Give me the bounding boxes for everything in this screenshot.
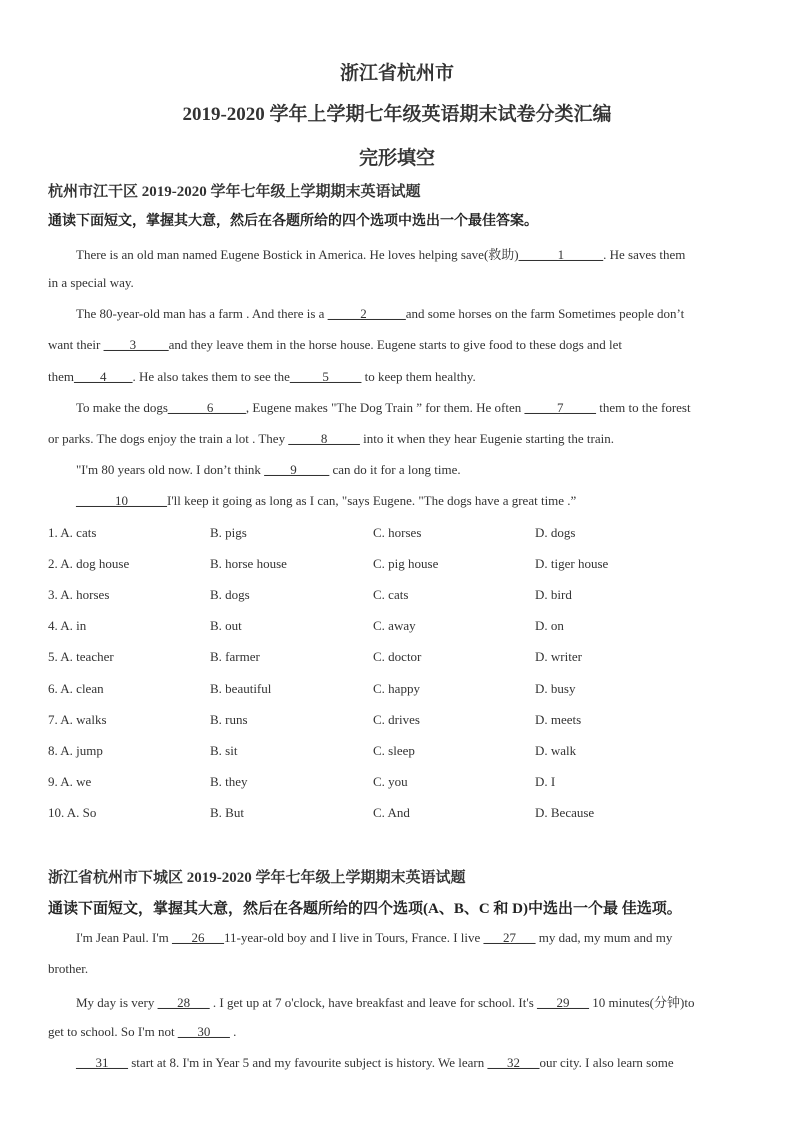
passage1-line-1: There is an old man named Eugene Bostick in America. He loves helping save(救助)______1______. He saves them [76, 247, 686, 262]
passage1-line-8: "I'm 80 years old now. I don’t think ____9_____ can do it for a long time. [76, 462, 461, 477]
option-3d: D. bird [535, 587, 572, 602]
section1-instruction: 通读下面短文，掌握其大意，然后在各题所给的四个选项中选出一个最佳答案。 [48, 214, 538, 229]
option-9c: C. you [373, 774, 408, 789]
blank-4: ____4____ [74, 369, 133, 384]
section2-heading: 浙江省杭州市下城区 2019-2020 学年七年级上学期期末英语试题 [48, 870, 466, 886]
option-4a: 4. A. in [48, 618, 87, 633]
page-title-compilation: 2019-2020 学年上学期七年级英语期末试卷分类汇编 [182, 104, 612, 125]
blank-26: ___26___ [172, 930, 225, 945]
blank-29: ___29___ [537, 995, 590, 1010]
option-2c: C. pig house [373, 556, 439, 571]
option-7a: 7. A. walks [48, 712, 107, 727]
passage1-line-5: them____4____. He also takes them to see the_____5_____ to keep them healthy. [48, 369, 476, 384]
section1-heading: 杭州市江干区 2019-2020 学年七年级上学期期末英语试题 [48, 184, 421, 200]
option-10b: B. But [210, 805, 244, 820]
blank-6: ______6_____ [167, 400, 246, 415]
option-3c: C. cats [373, 587, 409, 602]
passage1-line-4: want their ____3_____and they leave them in the horse house. Eugene starts to give food to these dogs and let [48, 337, 623, 352]
option-5a: 5. A. teacher [48, 649, 114, 664]
option-3a: 3. A. horses [48, 587, 110, 602]
option-5c: C. doctor [373, 649, 422, 664]
option-2a: 2. A. dog house [48, 556, 130, 571]
section2-instruction: 通读下面短文，掌握其大意，然后在各题所给的四个选项(A、B、C 和 D)中选出一个最 佳选项。 [48, 901, 682, 917]
option-5b: B. farmer [210, 649, 260, 664]
blank-3: ____3_____ [103, 337, 169, 352]
passage1-line-7: or parks. The dogs enjoy the train a lot . They _____8_____ into it when they hear Eugenie starting the train. [48, 431, 614, 446]
blank-10: ______10______ [76, 493, 167, 508]
passage1-line-9: ______10______I'll keep it going as long as I can, "says Eugene. "The dogs have a great time .” [76, 493, 577, 508]
passage1-line-2: in a special way. [48, 275, 134, 290]
option-4c: C. away [373, 618, 416, 633]
option-1b: B. pigs [210, 525, 247, 540]
blank-9: ____9_____ [264, 462, 330, 477]
passage2-line-5: ___31___ start at 8. I'm in Year 5 and my favourite subject is history. We learn ___32___our city. I also learn some [76, 1055, 674, 1070]
blank-2: _____2______ [327, 306, 406, 321]
passage2-line-4: get to school. So I'm not ___30___ . [48, 1024, 237, 1039]
option-7d: D. meets [535, 712, 582, 727]
option-2d: D. tiger house [535, 556, 609, 571]
option-10d: D. Because [535, 805, 595, 820]
option-6d: D. busy [535, 681, 576, 696]
blank-32: ___32___ [487, 1055, 540, 1070]
option-1a: 1. A. cats [48, 525, 97, 540]
option-10c: C. And [373, 805, 410, 820]
blank-8: _____8_____ [288, 431, 360, 446]
option-8b: B. sit [210, 743, 238, 758]
page-title-region: 浙江省杭州市 [339, 63, 454, 84]
passage1-line-6: To make the dogs______6_____, Eugene makes "The Dog Train ” for them. He often _____7_____ them to the forest [76, 400, 691, 415]
blank-5: _____5_____ [289, 369, 362, 384]
passage2-line-3: My day is very ___28___ . I get up at 7 o'clock, have breakfast and leave for school. It's ___29___ 10 minutes(分钟)to [76, 995, 695, 1010]
passage1-line-3: The 80-year-old man has a farm . And there is a _____2______and some horses on the farm Sometimes people don’t [76, 306, 685, 321]
option-9a: 9. A. we [48, 774, 92, 789]
option-6a: 6. A. clean [48, 681, 104, 696]
option-2b: B. horse house [210, 556, 287, 571]
blank-30: ___30___ [177, 1024, 230, 1039]
option-8a: 8. A. jump [48, 743, 103, 758]
option-4d: D. on [535, 618, 564, 633]
option-7b: B. runs [210, 712, 248, 727]
option-6c: C. happy [373, 681, 420, 696]
option-10a: 10. A. So [48, 805, 97, 820]
passage2-line-1: I'm Jean Paul. I'm ___26___11-year-old boy and I live in Tours, France. I live ___27___ my dad, my mum and my [76, 930, 673, 945]
option-8c: C. sleep [373, 743, 415, 758]
option-6b: B. beautiful [210, 681, 272, 696]
option-4b: B. out [210, 618, 242, 633]
option-7c: C. drives [373, 712, 420, 727]
blank-31: ___31___ [76, 1055, 128, 1070]
option-9d: D. I [535, 774, 556, 789]
blank-1: ______1______ [518, 247, 604, 262]
blank-28: ___28___ [157, 995, 210, 1010]
option-9b: B. they [210, 774, 248, 789]
blank-7: _____7_____ [524, 400, 596, 415]
option-1c: C. horses [373, 525, 422, 540]
option-1d: D. dogs [535, 525, 576, 540]
page-title-topic: 完形填空 [358, 148, 435, 169]
option-8d: D. walk [535, 743, 577, 758]
passage2-line-2: brother. [48, 961, 89, 976]
option-3b: B. dogs [210, 587, 250, 602]
option-5d: D. writer [535, 649, 582, 664]
blank-27: ___27___ [483, 930, 536, 945]
